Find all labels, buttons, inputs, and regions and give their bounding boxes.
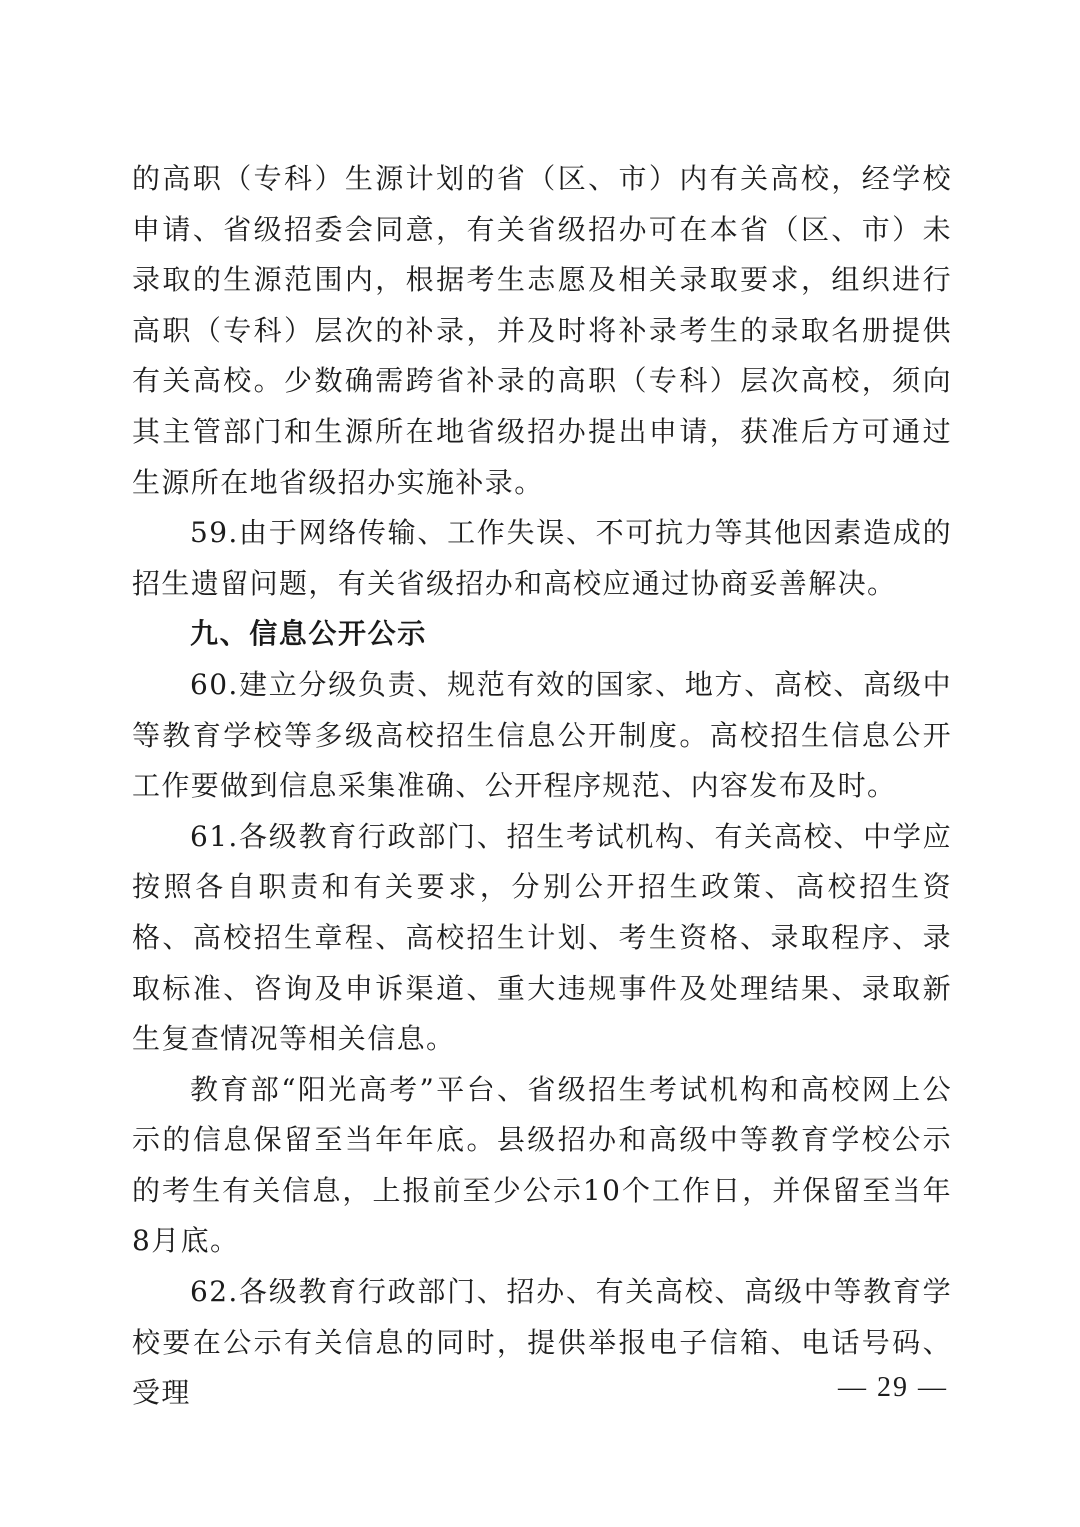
paragraph-continuation: 的高职（专科）生源计划的省（区、市）内有关高校，经学校申请、省级招委会同意，有关省级招办可在本省（区、市）未录取的生源范围内，根据考生志愿及相关录取要求，组织进行高职（专科）层次的补录，并及时将补录考生的录取名册提供有关高校。少数确需跨省补录的高职（专科）层次高校，须向其主管部门和生源所在地省级招办提出申请，获准后方可通过生源所在地省级招办实施补录。: [132, 162, 952, 499]
paragraph-61: 61.各级教育行政部门、招生考试机构、有关高校、中学应按照各自职责和有关要求，分别公开招生政策、高校招生资格、高校招生章程、高校招生计划、考生资格、录取程序、录取标准、咨询及申诉渠道、重大违规事件及处理结果、录取新生复查情况等相关信息。: [132, 819, 952, 1056]
paragraph-61-note: 教育部“阳光高考”平台、省级招生考试机构和高校网上公示的信息保留至当年年底。县级招办和高级中等教育学校公示的考生有关信息，上报前至少公示10个工作日，并保留至当年8月底。: [132, 1072, 952, 1258]
paragraph-62: 62.各级教育行政部门、招办、有关高校、高级中等教育学校要在公示有关信息的同时，提供举报电子信箱、电话号码、受理: [132, 1275, 952, 1410]
paragraph-60: 60.建立分级负责、规范有效的国家、地方、高校、高级中等教育学校等多级高校招生信息公开制度。高校招生信息公开工作要做到信息采集准确、公开程序规范、内容发布及时。: [132, 667, 952, 803]
paragraph-59: 59.由于网络传输、工作失误、不可抗力等其他因素造成的招生遗留问题，有关省级招办和高校应通过协商妥善解决。: [132, 516, 952, 600]
section-heading: 九、信息公开公示: [190, 617, 427, 651]
page-number: — 29 —: [838, 1372, 948, 1403]
document-body: [132, 154, 952, 1419]
